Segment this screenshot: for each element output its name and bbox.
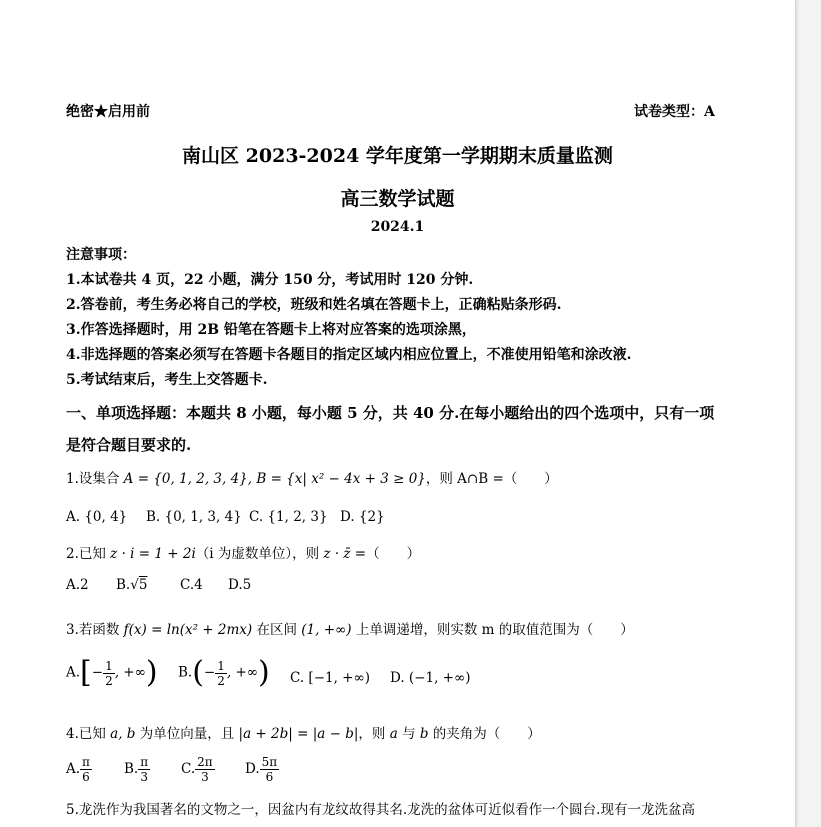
notes-item: 3.作答选择题时，用 2B 铅笔在答题卡上将对应答案的选项涂黑， — [66, 322, 476, 338]
question-text: ，则 — [358, 726, 390, 742]
notes-item: 2.答卷前，考生务必将自己的学校，班级和姓名填在答题卡上，正确粘贴条形码. — [66, 297, 562, 313]
sqrt-symbol: √ — [130, 577, 139, 593]
option-d: D. (−1, +∞) — [390, 670, 471, 686]
option-a: A.[− $\frac{1}{2}$ , +∞) — [66, 655, 158, 690]
math-expression: |a + 2b| = |a − b| — [238, 726, 359, 742]
exam-subtitle: 高三数学试题 — [340, 188, 455, 210]
question-text: （ ） — [366, 546, 421, 562]
question-text: 与 — [397, 726, 420, 742]
math-expression: z · i = 1 + 2i — [110, 546, 196, 562]
fraction: $\frac{\pi}{3}$ — [140, 755, 149, 784]
question-text: 为单位向量，且 — [135, 726, 239, 742]
math-expression: a, b — [110, 726, 136, 742]
question-text: 在区间 — [252, 622, 302, 638]
option-c: C. {1, 2, 3} — [249, 509, 328, 525]
option-label: A. — [66, 664, 81, 681]
question-text: 的夹角为（ ） — [428, 726, 541, 742]
sqrt-value: 5 — [138, 577, 148, 593]
section-heading-cont: 是符合题目要求的. — [66, 436, 192, 454]
question-3 — [66, 618, 634, 638]
question-text: 4.已知 — [66, 726, 111, 742]
question-5: 5.龙洗作为我国著名的文物之一，因盆内有龙纹故得其名.龙洗的盆体可近似看作一个圆台.现有一龙洗盆高 — [66, 802, 695, 818]
option-c: C. $\frac{2\pi}{3}$ — [181, 755, 213, 784]
paper-type-label: 试卷类型：A — [634, 104, 715, 120]
option-d: D. {2} — [340, 509, 385, 525]
confidential-label: 绝密★启用前 — [66, 104, 150, 120]
option-a: A. {0, 4} — [66, 509, 128, 525]
notes-heading: 注意事项： — [66, 247, 136, 263]
option-a: A. $\frac{\pi}{6}$ — [66, 755, 90, 784]
fraction: $\frac{1}{2}$ — [105, 658, 113, 688]
option-label: B. — [116, 577, 131, 593]
math-expression: z · z̄ = — [323, 546, 367, 562]
question-1 — [66, 467, 558, 487]
option-d: D.5 — [228, 577, 252, 593]
option-c: C.4 — [180, 577, 203, 593]
fraction: $\frac{2\pi}{3}$ — [197, 755, 213, 784]
question-2 — [66, 542, 420, 562]
exam-date: 2024.1 — [370, 219, 425, 235]
option-b: B.(− $\frac{1}{2}$ , +∞) — [178, 655, 270, 690]
math-expression: a — [389, 726, 398, 742]
exam-title: 南山区 2023-2024 学年度第一学期期末质量监测 — [182, 145, 613, 167]
question-text: 2.已知 — [66, 546, 111, 562]
math-expression: f(x) = ln(x² + 2mx) — [123, 622, 253, 638]
fraction: $\frac{\pi}{6}$ — [82, 755, 90, 784]
math-expression: (1, +∞) — [301, 622, 352, 638]
math-expression: A = {0, 1, 2, 3, 4}, B = {x| x² − 4x + 3 ≥ 0} — [123, 471, 426, 487]
option-b: B. $\frac{\pi}{3}$ — [124, 755, 149, 784]
option-b: B. {0, 1, 3, 4} — [146, 509, 242, 525]
fraction: $\frac{1}{2}$ — [217, 658, 225, 688]
notes-item: 1.本试卷共 4 页，22 小题，满分 150 分，考试用时 120 分钟. — [66, 272, 474, 288]
notes-item: 5.考试结束后，考生上交答题卡. — [66, 372, 268, 388]
option-a: A.2 — [66, 577, 89, 593]
notes-item: 4.非选择题的答案必须写在答题卡各题目的指定区域内相应位置上，不准使用铅笔和涂改液. — [66, 347, 632, 363]
question-text: 1.设集合 — [66, 471, 124, 487]
question-4 — [66, 722, 541, 742]
option-d: D. $\frac{5\pi}{6}$ — [245, 755, 278, 784]
question-text: （i 为虚数单位），则 — [195, 546, 324, 562]
question-text: 上单调递增，则实数 m 的取值范围为（ ） — [351, 622, 634, 638]
question-text: ，则 A∩B =（ ） — [425, 471, 558, 487]
fraction: $\frac{5\pi}{6}$ — [261, 755, 278, 784]
section-heading: 一、单项选择题：本题共 8 小题，每小题 5 分，共 40 分.在每小题给出的四个选项中，只有一项 — [66, 404, 715, 422]
option-c: C. [−1, +∞) — [290, 670, 371, 686]
math-expression: b — [419, 726, 429, 742]
option-label: B. — [178, 664, 193, 681]
option-b — [116, 577, 147, 593]
question-text: 3.若函数 — [66, 622, 124, 638]
